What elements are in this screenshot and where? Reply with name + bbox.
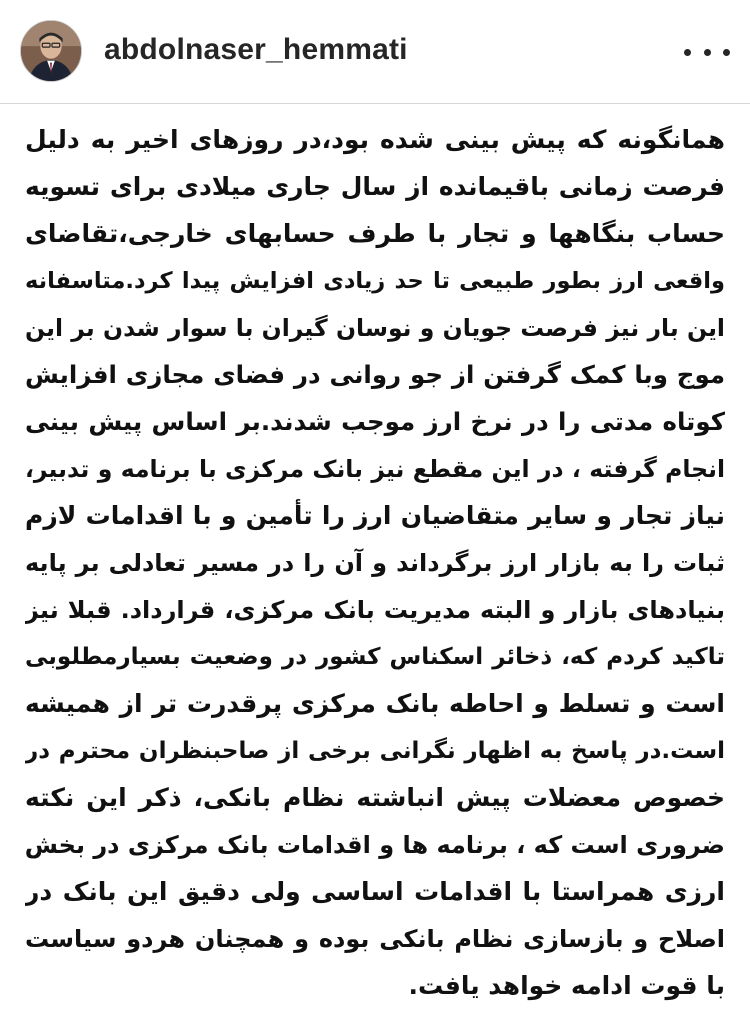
avatar[interactable] bbox=[20, 20, 82, 82]
text-line: بنیادهای بازار و البته مدیریت بانک مرکزی، قرارداد. قبلا نیز bbox=[25, 596, 725, 624]
text-line: حساب بنگاهها و تجار با طرف حسابهای خارجی،تقاضای bbox=[25, 219, 725, 248]
text-line: با قوت ادامه خواهد یافت. bbox=[408, 971, 725, 1000]
text-line: کوتاه مدتی را در نرخ ارز موجب شدند.بر اساس پیش بینی bbox=[25, 407, 725, 436]
text-line: است.در پاسخ به اظهار نگرانی برخی از صاحبنظران محترم در bbox=[25, 738, 725, 764]
text-line: اصلاح و بازسازی نظام بانکی بوده و همچنان هردو سیاست bbox=[25, 925, 725, 953]
text-line: است و تسلط و احاطه بانک مرکزی پرقدرت تر از همیشه bbox=[25, 689, 725, 718]
text-line: ارزی همراستا با اقدامات اساسی ولی دقیق این بانک در bbox=[25, 877, 725, 906]
profile-photo-icon bbox=[21, 21, 81, 81]
dot-icon bbox=[704, 49, 711, 56]
dot-icon bbox=[723, 49, 730, 56]
text-line: ثبات را به بازار ارز برگرداند و آن را در مسیر تعادلی بر پایه bbox=[25, 549, 725, 577]
post-image-text bbox=[25, 115, 725, 1010]
post-header bbox=[0, 0, 750, 104]
text-line: فرصت زمانی باقیمانده از سال جاری میلادی برای تسویه bbox=[25, 172, 725, 201]
text-line: واقعی ارز بطور طبیعی تا حد زیادی افزایش پیدا کرد.متاسفانه bbox=[25, 268, 725, 294]
text-line: همانگونه که پیش بینی شده بود،در روزهای اخیر به دلیل bbox=[25, 125, 725, 154]
text-line: این بار نیز فرصت جویان و نوسان گیران با سوار شدن بر این bbox=[25, 314, 725, 342]
more-options-icon[interactable] bbox=[684, 36, 730, 68]
text-line: ضروری است که ، برنامه ها و اقدامات بانک مرکزی در بخش bbox=[25, 831, 725, 859]
username-link[interactable]: abdolnaser_hemmati bbox=[104, 33, 408, 66]
text-line: خصوص معضلات پیش انباشته نظام بانکی، ذکر این نکته bbox=[25, 783, 725, 812]
dot-icon bbox=[684, 49, 691, 56]
text-line: موج وبا کمک گرفتن از جو روانی در فضای مجازی افزایش bbox=[25, 360, 725, 389]
text-line: تاکید کردم که، ذخائر اسکناس کشور در وضعیت بسیارمطلوبی bbox=[25, 644, 725, 670]
text-line: نیاز تجار و سایر متقاضیان ارز را تأمین و با اقدامات لازم bbox=[25, 501, 725, 530]
text-line: انجام گرفته ، در این مقطع نیز بانک مرکزی با برنامه و تدبیر، bbox=[25, 455, 725, 483]
